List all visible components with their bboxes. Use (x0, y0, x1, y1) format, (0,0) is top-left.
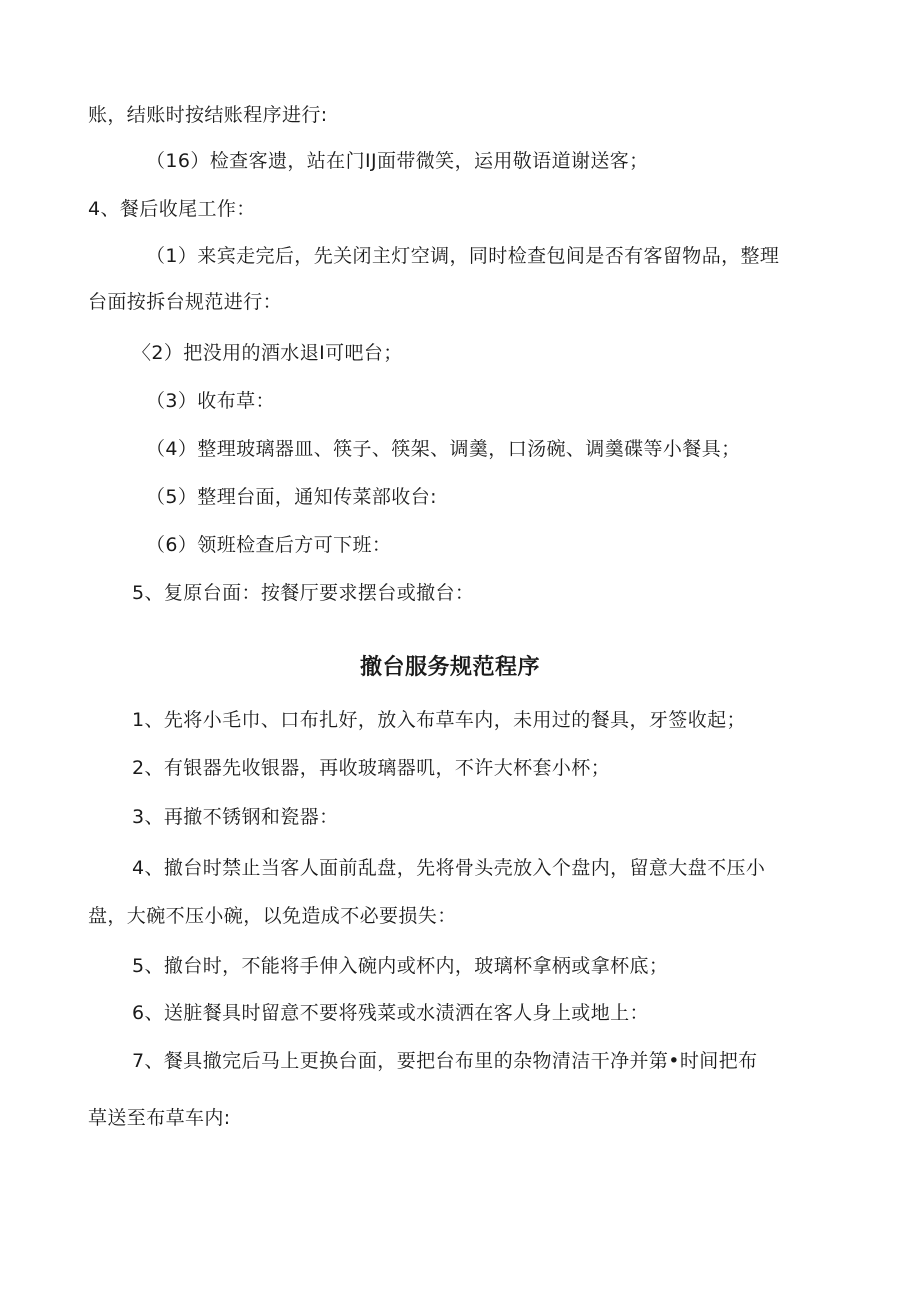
text-line: 5、复原台面：按餐厅要求摆台或撤台： (132, 582, 475, 604)
text-line: 〈2）把没用的酒水退I可吧台； (132, 342, 403, 364)
text-line: 6、送脏餐具时留意不要将残菜或水渍洒在客人身上或地上： (132, 1002, 649, 1024)
text-line: 2、有银器先收银器，再收玻璃器叽，不许大杯套小杯； (132, 757, 611, 779)
text-line: （6）领班检查后方可下班： (146, 534, 392, 556)
text-line: 4、撤台时禁止当客人面前乱盘，先将骨头壳放入个盘内，留意大盘不压小 (132, 857, 766, 879)
text-line: 7、餐具撤完后马上更换台面，要把台布里的杂物清洁干净并第•时间把布 (132, 1050, 758, 1072)
text-line: （3）收布草： (146, 390, 275, 412)
text-line: 台面按拆台规范进行： (88, 291, 283, 313)
text-line: 5、撤台时，不能将手伸入碗内或杯内，玻璃杯拿柄或拿杯底； (132, 955, 669, 977)
text-line: 1、先将小毛巾、口布扎好，放入布草车内，未用过的餐具，牙签收起； (132, 709, 746, 731)
section-title: 撤台服务规范程序 (360, 655, 541, 680)
text-line: 3、再撤不锈钢和瓷器： (132, 806, 339, 828)
text-line: （16）检查客遗，站在门IJ面带微笑，运用敬语道谢送客； (146, 150, 649, 172)
text-line: （1）来宾走完后，先关闭主灯空调，同时检查包间是否有客留物品，整理 (146, 245, 780, 267)
text-line: （5）整理台面，通知传菜部收台: (146, 486, 437, 508)
text-line: 盘，大碗不压小碗，以免造成不必要损失： (88, 905, 457, 927)
text-line: 4、餐后收尾工作： (88, 198, 256, 220)
text-line: 草送至布草车内: (88, 1107, 231, 1129)
text-line: （4）整理玻璃器皿、筷子、筷架、调羹，口汤碗、调羹碟等小餐具； (146, 438, 741, 460)
text-line: 账，结账时按结账程序进行: (88, 104, 328, 126)
